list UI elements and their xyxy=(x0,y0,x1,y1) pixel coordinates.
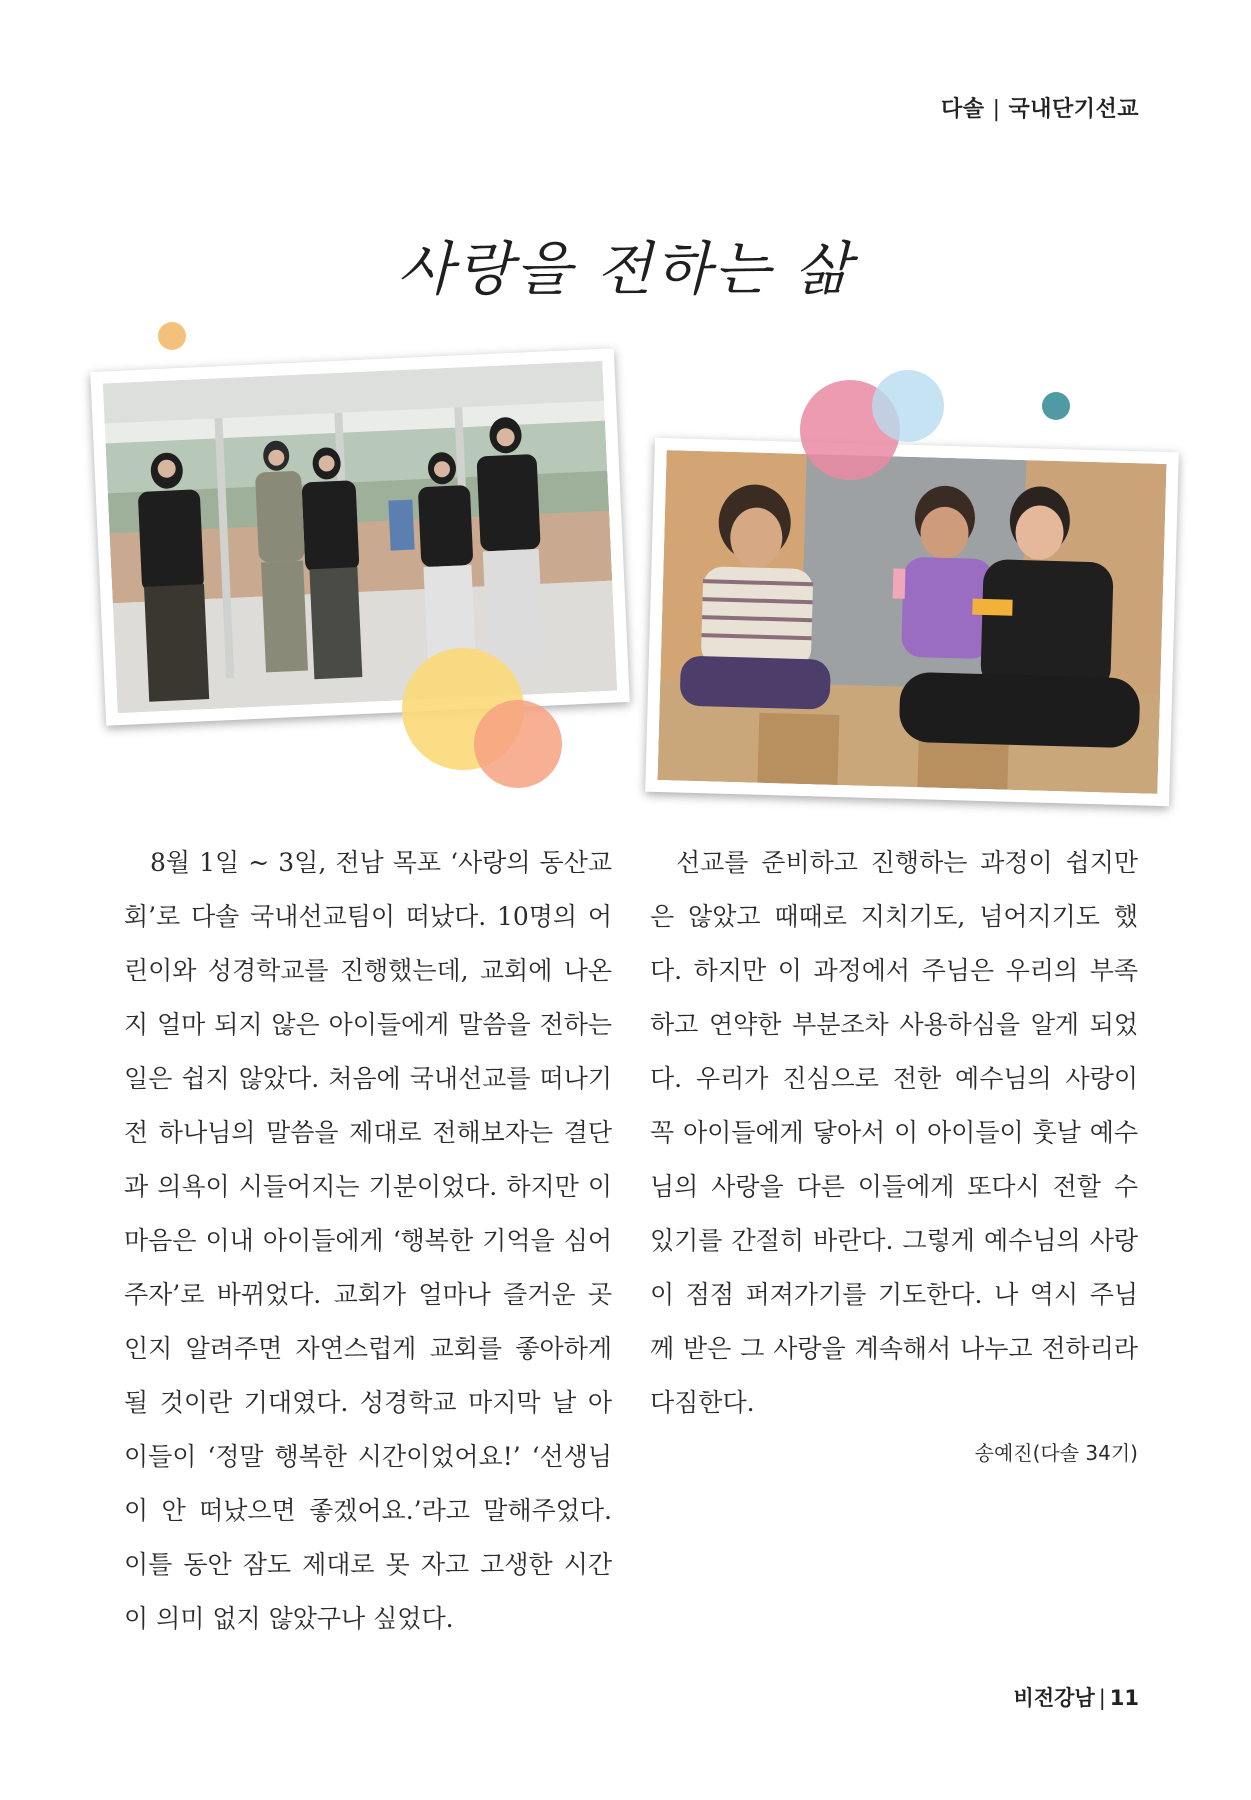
category-name: 국내단기선교 xyxy=(1008,97,1139,122)
teal-dot xyxy=(1042,392,1070,420)
article-paragraph: 8월 1일 ~ 3일, 전남 목포 ‘사랑의 동산교회’로 다솔 국내선교팀이 떠났다. 10명의 어린이와 성경학교를 진행했는데, 교회에 나온 지 얼마 되지 않은 아이들에게 말씀을 전하는 일은 쉽지 않았다. 처음에 국내선교를 떠나기 전 하나님의 말씀을 제대로 전해보자는 결단과 의욕이 시들어지는 기분이었다. 하지만 이 마음은 이내 아이들에게 ‘행복한 기억을 심어주자’로 바뀌었다. 교회가 얼마나 즐거운 곳인지 알려주면 자연스럽게 교회를 좋아하게 될 것이란 기대였다. 성경학교 마지막 날 아이들이 ‘정말 행복한 시간이었어요!’ ‘선생님이 안 떠났으면 좋겠어요.’라고 말해주었다. 이틀 동안 잠도 제대로 못 자고 고생한 시간이 의미 없지 않았구나 싶었다. xyxy=(124,848,612,1633)
salmon-dot xyxy=(474,700,562,788)
header-separator: | xyxy=(992,97,1001,122)
orange-dot xyxy=(158,322,186,350)
photo-students-dancing xyxy=(90,348,630,725)
author-credit: 송예진(다솔 34기) xyxy=(974,1441,1138,1465)
page-footer xyxy=(1014,1682,1139,1712)
lightblue-dot xyxy=(872,370,944,442)
article-column-left xyxy=(124,836,612,1646)
dancing-photo-image xyxy=(103,361,617,713)
article-title: 사랑을 전하는 삶 xyxy=(397,235,854,303)
page-header xyxy=(941,92,1139,123)
elderly-photo-image xyxy=(657,450,1166,794)
footer-separator: | xyxy=(1098,1686,1106,1710)
article-column-right xyxy=(650,836,1138,1468)
page-number: 11 xyxy=(1109,1686,1139,1710)
publication-name: 비전강남 xyxy=(1013,1686,1095,1710)
photo-elderly-women xyxy=(645,438,1179,806)
section-name: 다솔 xyxy=(941,97,985,122)
article-paragraph: 선교를 준비하고 진행하는 과정이 쉽지만은 않았고 때때로 지치기도, 넘어지기도 했다. 하지만 이 과정에서 주님은 우리의 부족하고 연약한 부분조차 사용하심을 알게 되었다. 우리가 진심으로 전한 예수님의 사랑이 꼭 아이들에게 닿아서 이 아이들이 훗날 예수님의 사랑을 다른 이들에게 또다시 전할 수 있기를 간절히 바란다. 그렇게 예수님의 사랑이 점점 퍼져가기를 기도한다. 나 역시 주님께 받은 그 사랑을 계속해서 나누고 전하리라 다짐한다. xyxy=(650,848,1138,1417)
